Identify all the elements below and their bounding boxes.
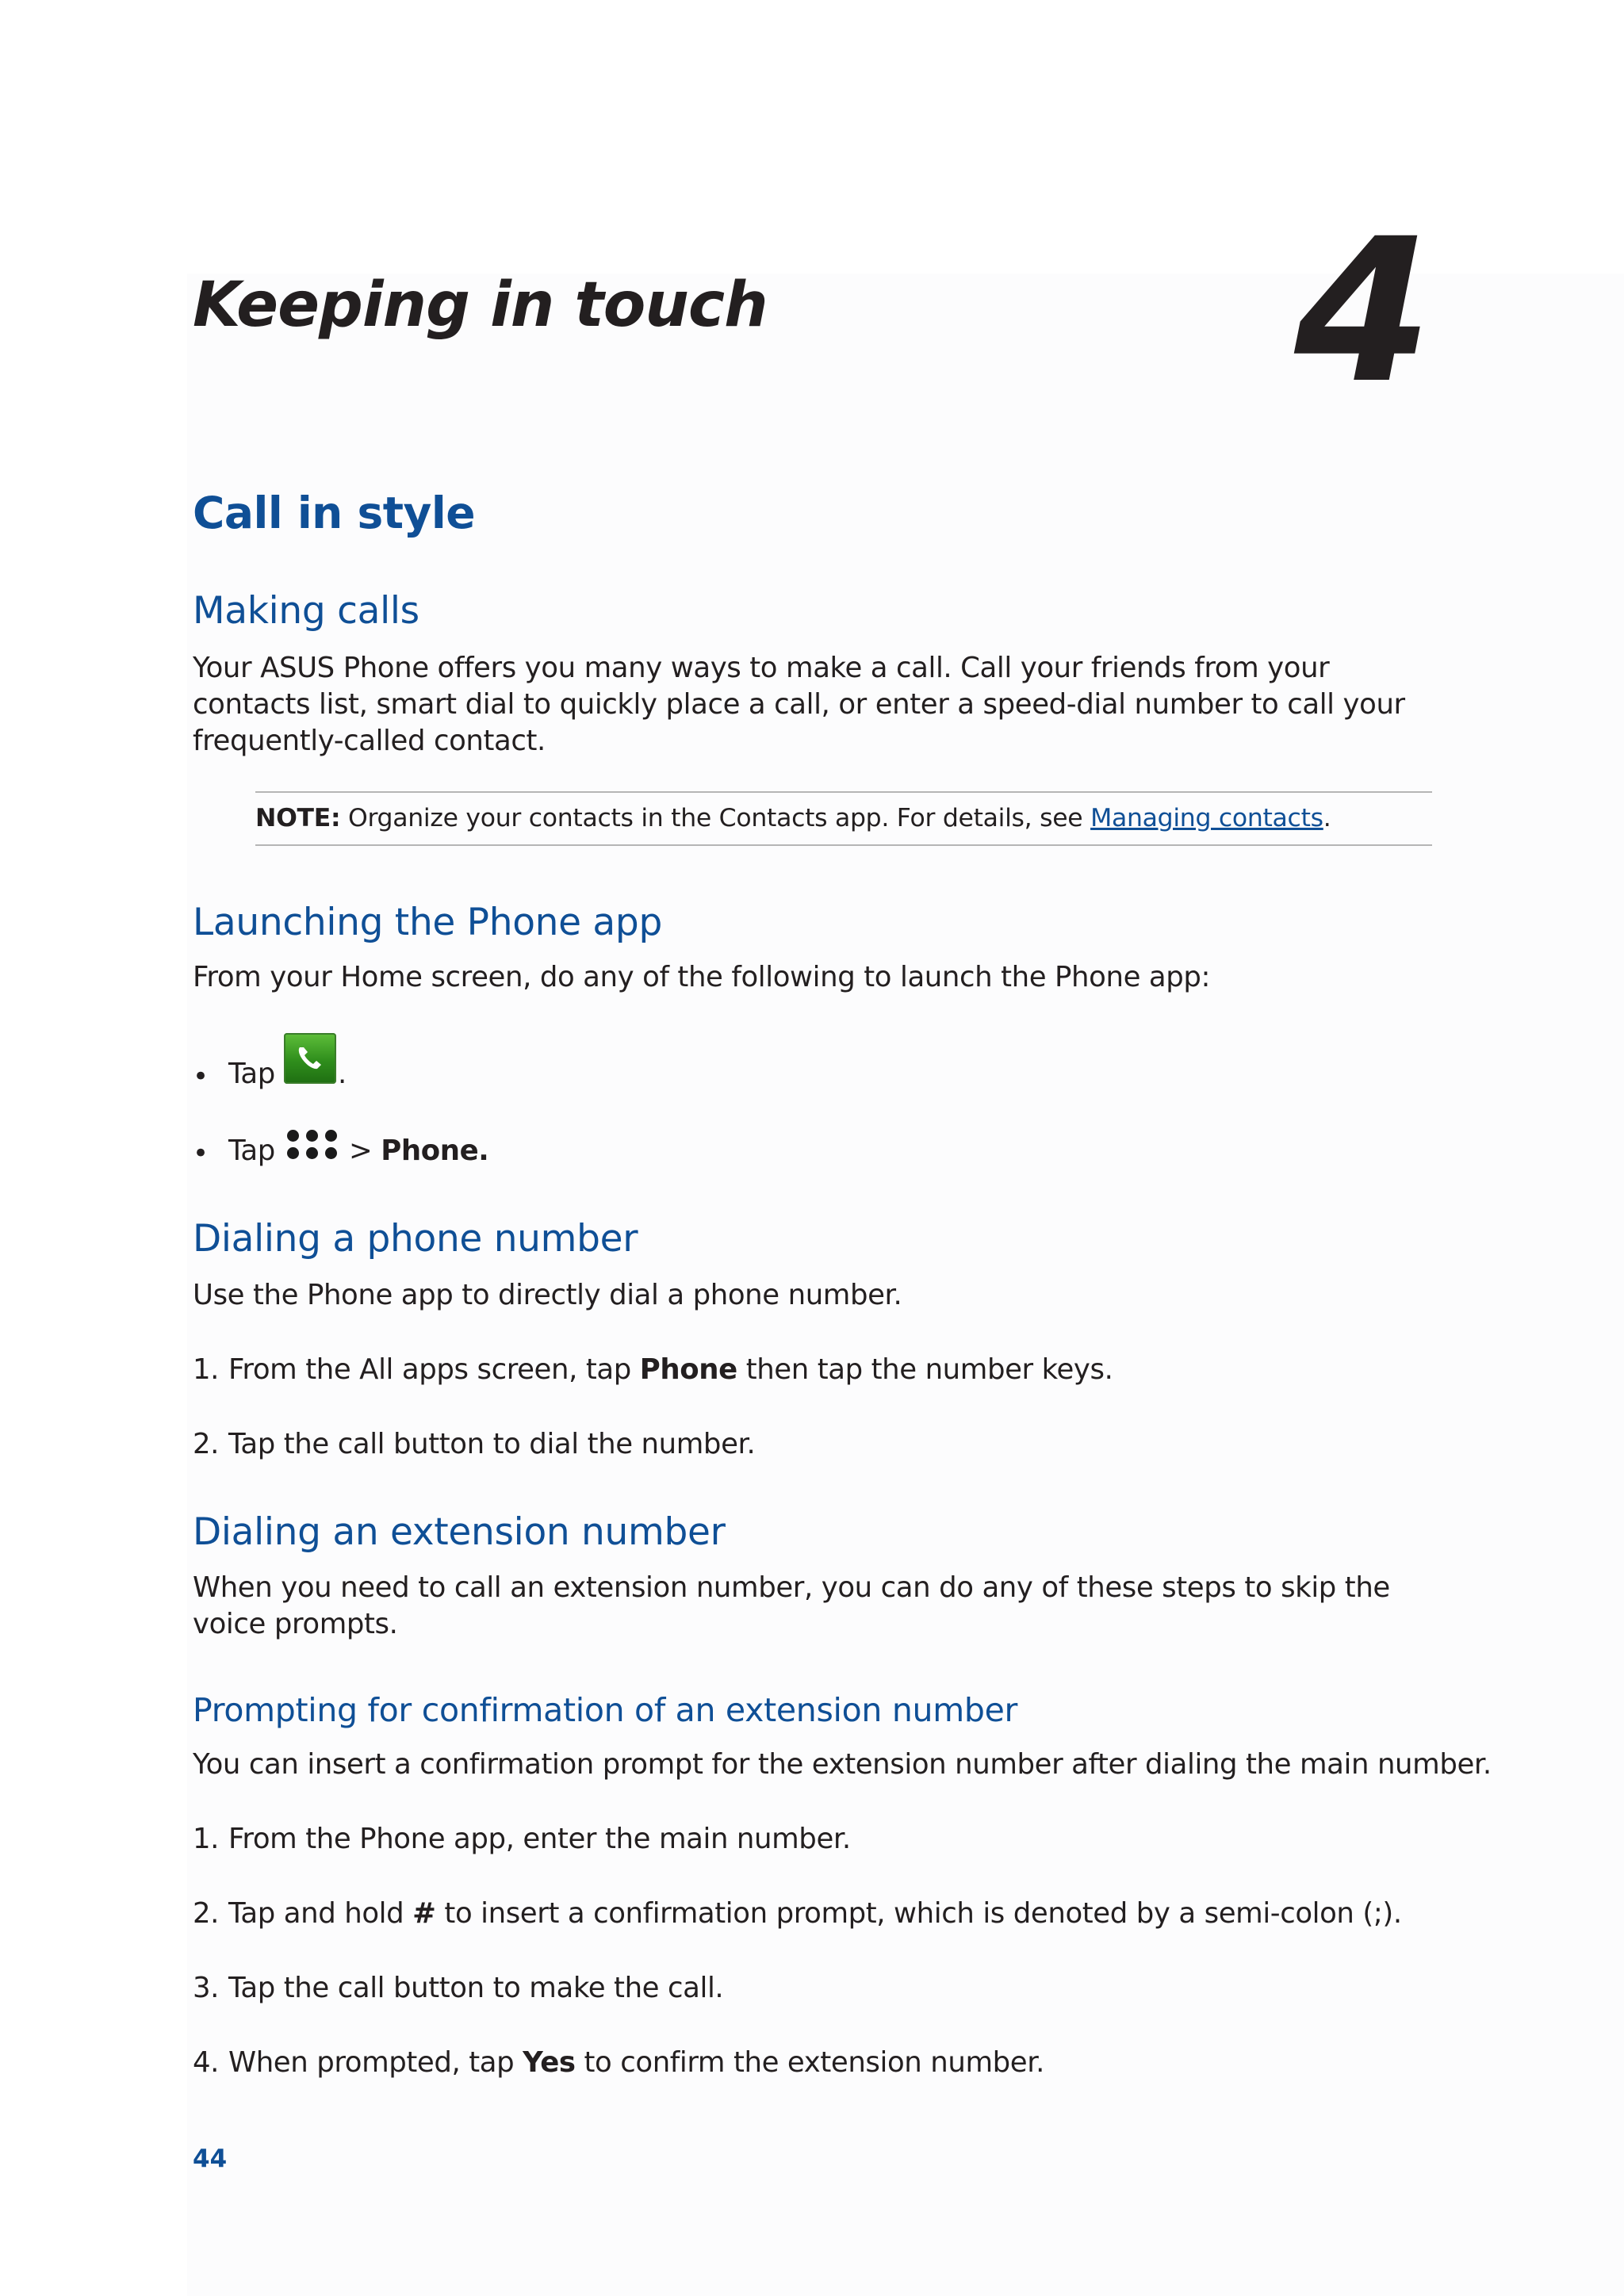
bullet2-line <box>349 1133 488 1169</box>
chapter-title: Keeping in touch <box>193 270 768 341</box>
dialing-step-2-number: 2. <box>193 1428 220 1460</box>
note-text: Organize your contacts in the Contacts app. For details, see <box>347 804 1083 832</box>
dialing-step-2: Tap the call button to dial the number. <box>228 1428 756 1460</box>
note-top-rule <box>255 791 1432 793</box>
all-apps-icon[interactable] <box>285 1128 339 1160</box>
phone-app-icon[interactable] <box>284 1033 336 1084</box>
prompting-step-2: Tap and hold # to insert a confirmation prompt, which is denoted by a semi-colon (;). <box>228 1897 1402 1930</box>
bullet1-period: . <box>338 1058 347 1090</box>
bullet-tap-label: Tap <box>228 1135 275 1167</box>
note-label: NOTE: <box>255 804 341 832</box>
separator: > <box>349 1135 373 1167</box>
section-title: Call in style <box>193 488 476 538</box>
phone-label: Phone. <box>381 1135 489 1167</box>
dialing-intro: Use the Phone app to directly dial a phone number. <box>193 1279 902 1311</box>
prompting-step-1: From the Phone app, enter the main number. <box>228 1823 851 1855</box>
heading-dialing-extension: Dialing an extension number <box>193 1510 726 1554</box>
heading-dialing-phone-number: Dialing a phone number <box>193 1217 638 1261</box>
launching-intro: From your Home screen, do any of the following to launch the Phone app: <box>193 961 1211 993</box>
prompting-step-2-number: 2. <box>193 1897 220 1930</box>
note <box>255 804 1331 832</box>
dialing-step-1-number: 1. <box>193 1353 220 1386</box>
prompting-step-1-number: 1. <box>193 1823 220 1855</box>
bullet-marker: • <box>193 1061 209 1093</box>
chapter-number: 4 <box>1294 196 1427 427</box>
prompting-step-3: Tap the call button to make the call. <box>228 1972 724 2004</box>
prompting-intro: You can insert a confirmation prompt for the extension number after dialing the main number. <box>193 1748 1492 1781</box>
heading-prompting-confirmation: Prompting for confirmation of an extension number <box>193 1691 1018 1729</box>
heading-launching-phone-app: Launching the Phone app <box>193 901 662 944</box>
prompting-step-4: When prompted, tap Yes to confirm the extension number. <box>228 2046 1045 2079</box>
managing-contacts-link[interactable]: Managing contacts <box>1090 804 1323 832</box>
making-calls-paragraph: Your ASUS Phone offers you many ways to make a call. Call your friends from your contacts list, smart dial to quickly place a call, or enter a speed-dial number to call your frequently-called contact. <box>193 652 1405 757</box>
dialing-step-1: From the All apps screen, tap Phone then tap the number keys. <box>228 1353 1113 1386</box>
extension-paragraph: When you need to call an extension number, you can do any of these steps to skip the voice prompts. <box>193 1571 1390 1640</box>
page-number: 44 <box>193 2145 228 2173</box>
note-end: . <box>1323 804 1331 832</box>
note-bottom-rule <box>255 844 1432 846</box>
prompting-step-4-number: 4. <box>193 2046 220 2079</box>
heading-making-calls: Making calls <box>193 589 419 633</box>
bullet-marker: • <box>193 1138 209 1169</box>
prompting-step-3-number: 3. <box>193 1972 220 2004</box>
bullet-tap-label: Tap <box>228 1058 275 1090</box>
